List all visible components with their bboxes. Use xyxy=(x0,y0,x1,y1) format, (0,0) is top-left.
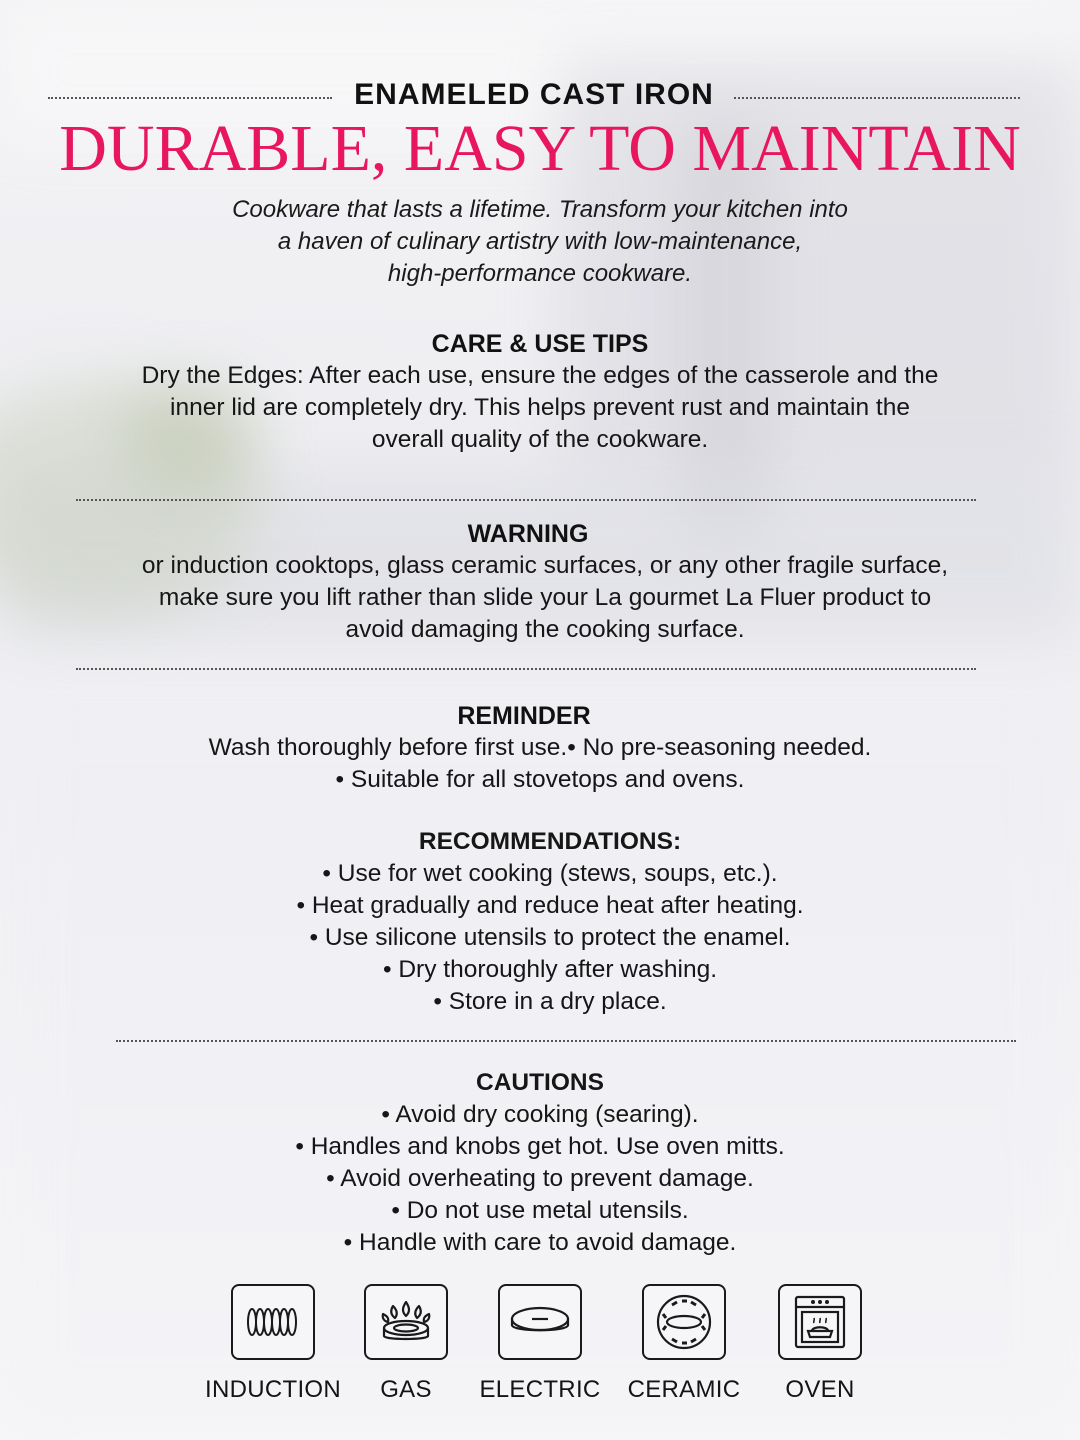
tagline-line: Cookware that lasts a lifetime. Transform your kitchen into xyxy=(232,196,848,223)
oven-icon xyxy=(778,1284,862,1360)
caution-item: • Do not use metal utensils. xyxy=(391,1197,689,1224)
cautions-heading: CAUTIONS xyxy=(476,1069,604,1096)
section-divider xyxy=(76,499,976,501)
warning-line: avoid damaging the cooking surface. xyxy=(345,616,745,643)
compat-label: CERAMIC xyxy=(627,1376,741,1403)
compat-label: OVEN xyxy=(785,1376,855,1403)
recommendation-item: • Use silicone utensils to protect the enamel. xyxy=(309,924,791,951)
care-line: overall quality of the cookware. xyxy=(371,426,709,453)
caution-item: • Avoid dry cooking (searing). xyxy=(381,1101,699,1128)
induction-coil-icon xyxy=(231,1284,315,1360)
tagline-line: high-performance cookware. xyxy=(387,260,693,287)
electric-plate-icon xyxy=(498,1284,582,1360)
tagline-line: a haven of culinary artistry with low-maintenance, xyxy=(277,228,803,255)
recommendations-section xyxy=(40,826,1060,1018)
reminder-heading: REMINDER xyxy=(457,702,591,730)
recommendation-item: • Use for wet cooking (stews, soups, etc.). xyxy=(322,860,778,887)
ceramic-hob-icon xyxy=(642,1284,726,1360)
stovetop-compatibility xyxy=(190,1284,890,1414)
tagline xyxy=(140,194,940,290)
compat-induction xyxy=(203,1284,343,1404)
warning-line: make sure you lift rather than slide your La gourmet La Fluer product to xyxy=(158,584,932,611)
recommendations-heading: RECOMMENDATIONS: xyxy=(418,828,682,855)
compat-ceramic xyxy=(614,1284,754,1404)
compat-electric xyxy=(470,1284,610,1404)
section-divider xyxy=(76,668,976,670)
reminder-line: Wash thoroughly before first use.• No pre-seasoning needed. xyxy=(208,734,872,761)
compat-label: GAS xyxy=(380,1376,432,1403)
compat-gas xyxy=(336,1284,476,1404)
care-line: inner lid are completely dry. This helps prevent rust and maintain the xyxy=(170,394,910,421)
care-line: Dry the Edges: After each use, ensure the edges of the casserole and the xyxy=(141,362,939,389)
recommendation-item: • Store in a dry place. xyxy=(433,988,667,1015)
care-section xyxy=(40,328,1040,456)
eyebrow-text: ENAMELED CAST IRON xyxy=(354,78,714,111)
compat-oven xyxy=(750,1284,890,1404)
compat-label: ELECTRIC xyxy=(479,1376,601,1403)
caution-item: • Avoid overheating to prevent damage. xyxy=(326,1165,754,1192)
warning-heading: WARNING xyxy=(467,520,589,548)
care-heading: CARE & USE TIPS xyxy=(431,330,649,358)
reminder-line: • Suitable for all stovetops and ovens. xyxy=(335,766,745,793)
caution-item: • Handle with care to avoid damage. xyxy=(343,1229,737,1256)
section-divider xyxy=(116,1040,1016,1042)
recommendation-item: • Heat gradually and reduce heat after heating. xyxy=(296,892,804,919)
compat-label: INDUCTION xyxy=(204,1376,342,1403)
reminder-section xyxy=(40,700,1040,796)
main-title: DURABLE, EASY TO MAINTAIN xyxy=(59,112,1021,185)
gas-burner-icon xyxy=(364,1284,448,1360)
warning-section xyxy=(40,518,1050,646)
eyebrow-row xyxy=(48,78,1020,114)
cautions-section xyxy=(40,1067,1040,1259)
recommendation-item: • Dry thoroughly after washing. xyxy=(382,956,718,983)
caution-item: • Handles and knobs get hot. Use oven mitts. xyxy=(295,1133,785,1160)
warning-line: or induction cooktops, glass ceramic surfaces, or any other fragile surface, xyxy=(141,552,949,579)
